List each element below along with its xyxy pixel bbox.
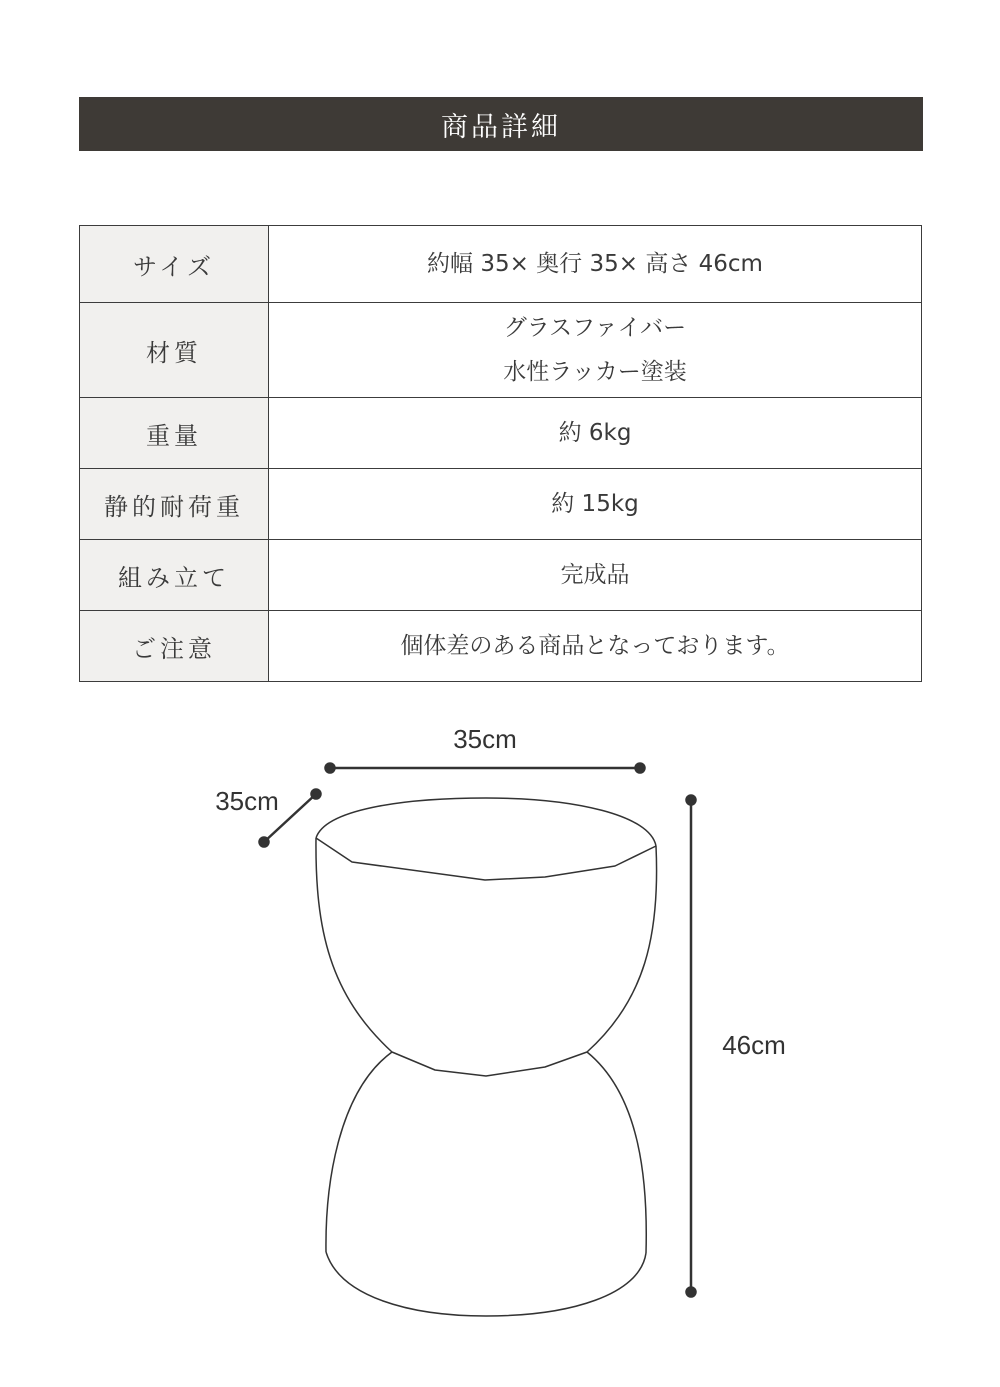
row-value-notice [269,611,922,682]
row-value-load [269,469,922,540]
table-row [80,469,922,540]
table-row [80,303,922,398]
width-dimension-line [326,764,645,773]
table-row [80,398,922,469]
value-line: 完成品 [560,562,630,588]
value-line: グラスファイバー [503,315,687,341]
row-value-size [269,226,922,303]
row-label-notice: ご注意 [80,611,269,682]
value-line: 約 6kg [558,420,632,446]
section-title: 商品詳細 [441,111,561,143]
row-label-weight: 重量 [80,398,269,469]
width-label: 35cm [453,724,517,754]
row-label-load: 静的耐荷重 [80,469,269,540]
table-row [80,540,922,611]
height-label: 46cm [722,1030,786,1060]
height-dimension-line [687,796,696,1297]
table-row [80,226,922,303]
depth-label: 35cm [215,786,279,816]
row-value-assembly [269,540,922,611]
value-line: 約幅 35× 奥行 35× 高さ 46cm [427,251,763,277]
row-label-assembly: 組み立て [80,540,269,611]
section-title-bar [79,97,923,151]
value-line: 個体差のある商品となっております。 [400,633,790,659]
row-label-size: サイズ [80,226,269,303]
spec-table [79,225,922,682]
table-row [80,611,922,682]
row-label-material: 材質 [80,303,269,398]
dimension-diagram [0,700,1000,1387]
row-value-weight [269,398,922,469]
stool-outline [316,798,657,1316]
value-line: 約 15kg [551,491,639,517]
value-line: 水性ラッカー塗装 [503,359,687,385]
row-value-material [269,303,922,398]
